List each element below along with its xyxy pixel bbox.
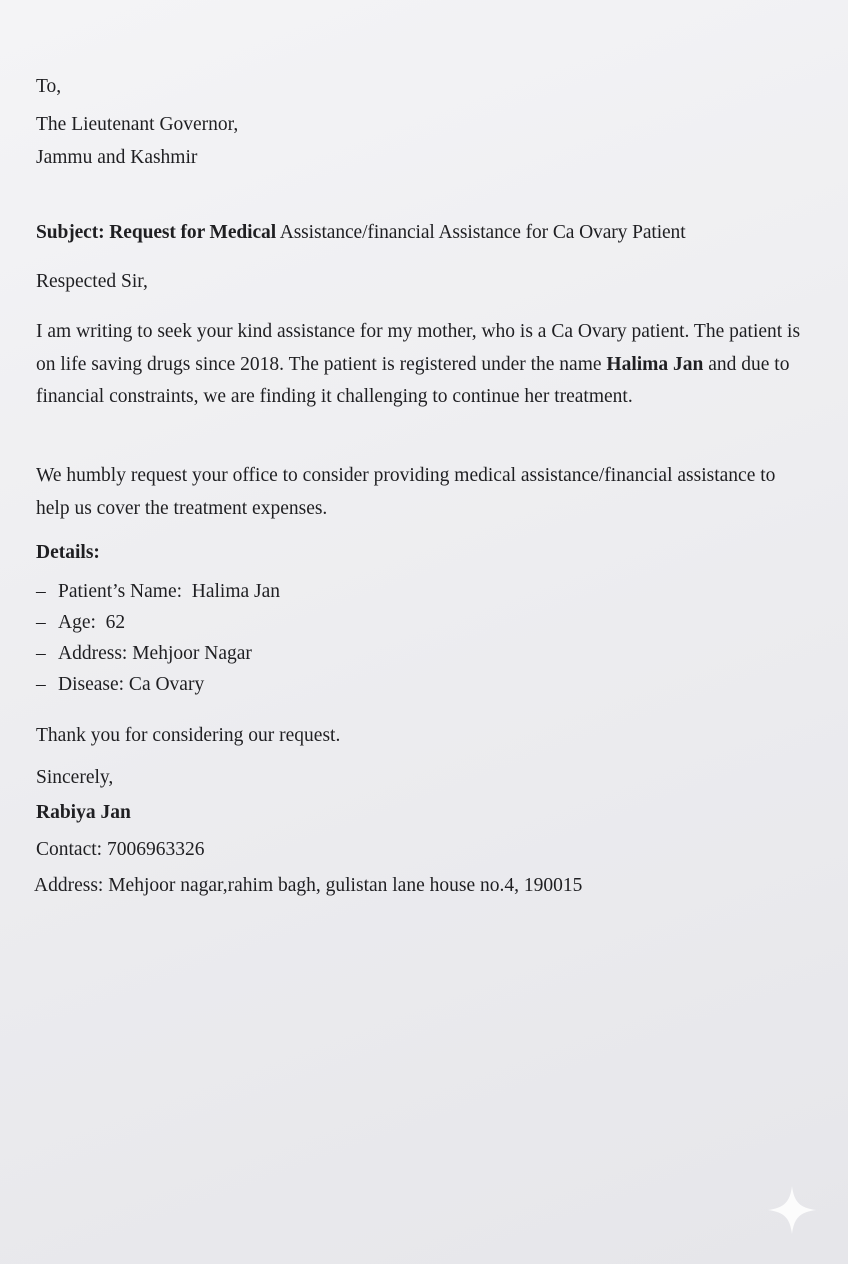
body-paragraph-1 (36, 316, 806, 414)
recipient-place: Jammu and Kashmir (36, 147, 198, 168)
bullet-dash: – (36, 674, 46, 695)
subject-line (36, 221, 686, 245)
subject-label: Subject: Request for Medical (36, 222, 277, 243)
bullet-dash: – (36, 581, 46, 602)
details-item-patient-name: – Patient’s Name: Halima Jan (36, 581, 281, 602)
details-heading: Details: (36, 542, 100, 563)
details-item-address: – Address: Mehjoor Nagar (36, 643, 252, 664)
greeting: Respected Sir, (36, 271, 148, 292)
thanks-line: Thank you for considering our request. (36, 725, 341, 746)
salutation-to: To, (36, 76, 62, 97)
details-item-age: – Age: 62 (36, 612, 126, 633)
subject-text: Assistance/financial Assistance for Ca Ovary Patient (276, 222, 686, 243)
sparkle-icon (766, 1184, 818, 1236)
para1-text-a: I am writing to seek your kind assistance for my mother, who is a Ca Ovary patient. The patient is on life saving drugs since 2018. The patient is registered under the name (36, 321, 801, 375)
patient-name-inline: Halima Jan (606, 353, 704, 375)
recipient-title: The Lieutenant Governor, (36, 114, 239, 135)
address-line: Address: Mehjoor nagar,rahim bagh, gulistan lane house no.4, 190015 (34, 875, 583, 896)
details-item-disease: – Disease: Ca Ovary (36, 674, 205, 695)
contact-line: Contact: 7006963326 (36, 839, 205, 860)
bullet-dash: – (36, 612, 46, 633)
bullet-dash: – (36, 643, 46, 664)
sender-name: Rabiya Jan (36, 802, 131, 823)
closing-line: Sincerely, (36, 767, 114, 788)
para1-text-b: and due to financial constraints, we are finding it challenging to continue her treatment. (36, 353, 790, 407)
body-paragraph-2: We humbly request your office to consider providing medical assistance/financial assistance to help us cover the treatment expenses. (36, 465, 776, 519)
